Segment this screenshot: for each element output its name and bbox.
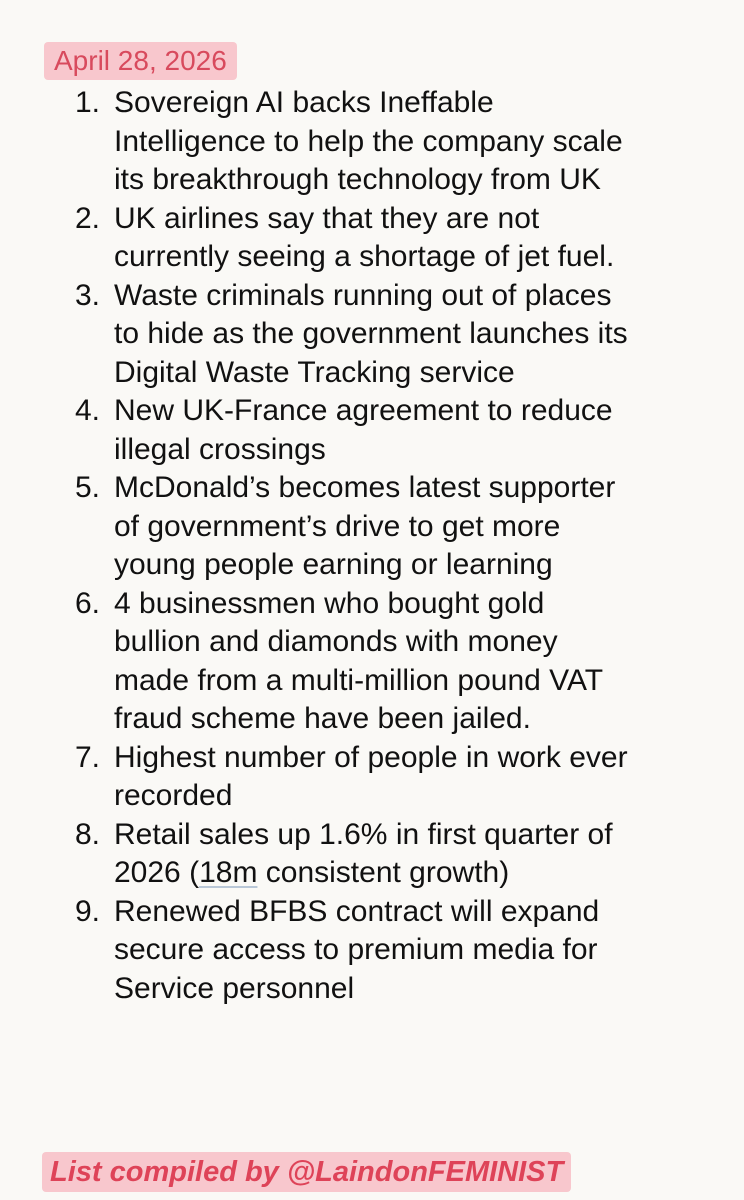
item-number: 1. [74,86,100,119]
list-item [60,469,710,585]
underlined-duration-text: 18m [199,856,258,889]
item-text: Sovereign AI backs Ineffable Intelligence to help the company scale its breakthrough technology from UK [114,86,623,196]
item-text: Renewed BFBS contract will expand secure access to premium media for Service personnel [114,894,600,1005]
item-text-line-1: Retail sales up 1.6% in first quarter of [114,817,613,851]
list-item [60,200,710,277]
list-item [60,893,710,1009]
item-number: 7. [74,740,100,774]
list-item [60,585,710,739]
item-text [114,816,710,893]
item-text: 4 businessmen who bought gold bullion and diamonds with money made from a multi-million pound VAT fraud scheme have been jailed. [114,586,604,735]
list-item [60,739,710,816]
item-text-line-2-suffix: consistent growth) [257,856,510,889]
item-number: 9. [74,894,100,928]
item-text: UK airlines say that they are not currently seeing a shortage of jet fuel. [114,201,615,273]
news-list [60,84,710,1008]
item-number: 3. [74,278,100,312]
item-text: McDonald’s becomes latest supporter of government’s drive to get more young people earning or learning [114,471,616,581]
item-number: 4. [74,394,100,427]
date-label: April 28, 2026 [44,42,237,80]
item-text: New UK-France agreement to reduce illegal crossings [114,394,613,466]
compiled-by-label: List compiled by @LaindonFEMINIST [42,1152,571,1192]
list-item [60,816,710,893]
item-number: 8. [74,817,100,851]
item-number: 5. [74,471,100,504]
list-item [60,392,710,469]
list-item [60,277,710,393]
item-text: Waste criminals running out of places to hide as the government launches its Digital Waste Tracking service [114,278,628,389]
item-number: 6. [74,586,100,620]
item-number: 2. [74,201,100,235]
item-text: Highest number of people in work ever recorded [114,740,628,812]
list-item [60,84,710,200]
item-text-line-2-prefix: 2026 ( [114,856,200,889]
